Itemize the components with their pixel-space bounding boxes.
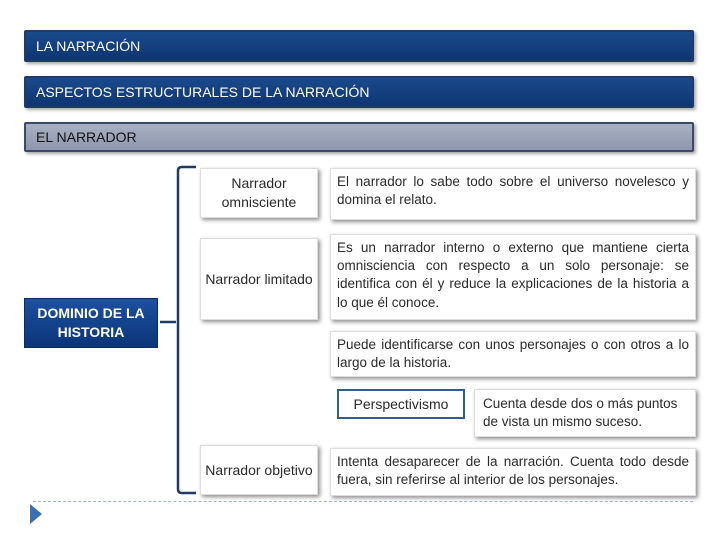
root-label: DOMINIO DE LA HISTORIA — [37, 305, 145, 340]
footer-divider — [33, 501, 693, 502]
omniscient-label-box — [200, 168, 318, 218]
omniscient-label: Narrador omnisciente — [221, 175, 297, 210]
objective-description-box — [330, 448, 696, 496]
limited-extra-description: Puede identificarse con unos personajes o con otros a lo largo de la historia. — [337, 337, 689, 371]
perspectivism-description-box — [474, 389, 696, 437]
title-bar — [24, 30, 694, 62]
root-box — [24, 298, 158, 348]
triangle-right-icon[interactable] — [29, 503, 43, 530]
subtitle-text: ASPECTOS ESTRUCTURALES DE LA NARRACIÓN — [36, 84, 370, 100]
objective-label: Narrador objetivo — [205, 461, 313, 478]
limited-description: Es un narrador interno o externo que mantiene cierta omnisciencia con respecto a un solo personaje: se identifica con él y reduce la explicaciones de la historia a lo que él conoce. — [337, 240, 689, 310]
limited-label: Narrador limitado — [205, 270, 313, 287]
subtitle-bar — [24, 76, 694, 108]
section-bar — [24, 122, 694, 152]
perspectivism-description: Cuenta desde dos o más puntos de vista un mismo suceso. — [483, 396, 678, 430]
limited-extra-description-box — [330, 331, 696, 377]
omniscient-description-box — [330, 168, 696, 220]
objective-description: Intenta desaparecer de la narración. Cuenta todo desde fuera, sin referirse al interior de los personajes. — [337, 454, 689, 488]
limited-description-box — [330, 234, 696, 320]
section-text: EL NARRADOR — [36, 129, 137, 145]
perspectivism-box — [337, 389, 465, 419]
title-text: LA NARRACIÓN — [36, 38, 141, 54]
perspectivism-label: Perspectivismo — [353, 395, 449, 412]
omniscient-description: El narrador lo sabe todo sobre el universo novelesco y domina el relato. — [337, 174, 689, 208]
bracket-connector — [158, 164, 198, 496]
limited-label-box — [200, 238, 318, 320]
objective-label-box — [200, 445, 318, 495]
